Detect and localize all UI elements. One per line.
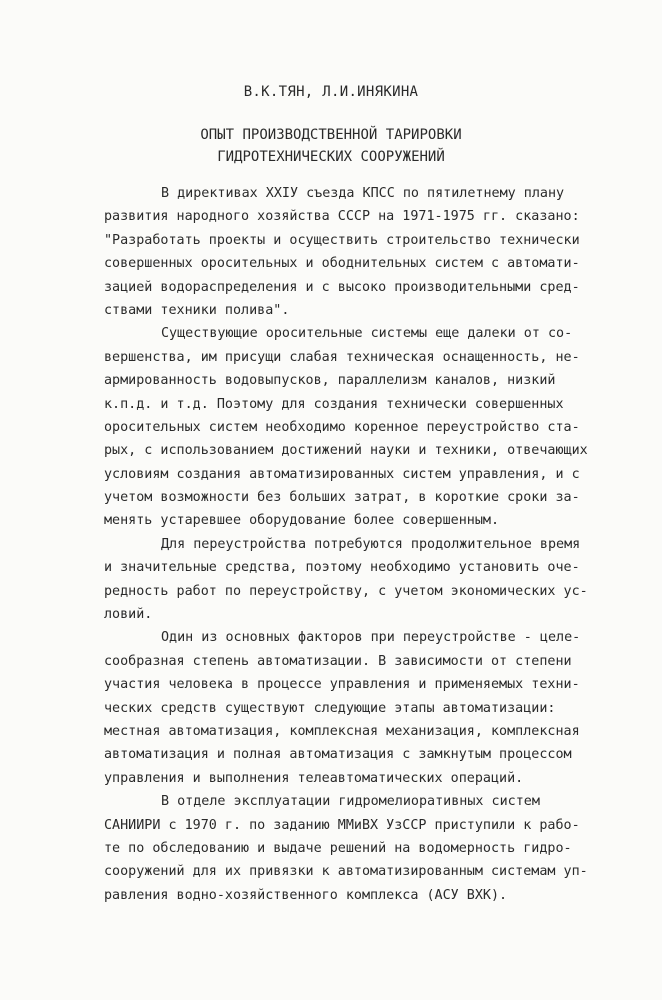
- text-line: к.п.д. и т.д. Поэтому для создания технически совершенных: [104, 396, 564, 412]
- body-text: [104, 182, 604, 907]
- text-line: Для переустройства потребуются продолжительное время: [161, 536, 581, 552]
- text-line: оросительных систем необходимо коренное переустройство ста-: [104, 419, 580, 435]
- text-line: участия человека в процессе управления и применяемых техни-: [104, 677, 580, 693]
- text-line: Один из основных факторов при переустройстве - целе-: [161, 630, 581, 646]
- text-line: условиям создания автоматизированных систем управления, и с: [104, 466, 580, 482]
- text-line: менять устаревшее оборудование более совершенным.: [104, 513, 500, 529]
- text-line: равления водно-хозяйственного комплекса (АСУ ВХК).: [104, 887, 508, 903]
- text-line: управления и выполнения телеавтоматических операций.: [104, 770, 524, 786]
- text-line: те по обследованию и выдаче решений на водомерность гидро-: [104, 840, 572, 856]
- text-line: зацией водораспределения и с высоко производительными сред-: [104, 279, 580, 295]
- text-line: развития народного хозяйства СССР на 1971-1975 гг. сказано:: [104, 209, 580, 225]
- text-line: вершенства, им присущи слабая техническая оснащенность, не-: [104, 349, 580, 365]
- text-line: В отделе эксплуатации гидромелиоративных систем: [161, 794, 540, 810]
- text-line: совершенных оросительных и ободнительных систем с автомати-: [104, 256, 580, 272]
- text-line: ческих средств существуют следующие этапы автоматизации:: [104, 700, 556, 716]
- text-line: ловий.: [104, 607, 153, 623]
- paper-title: [0, 124, 662, 168]
- title-line-1: ОПЫТ ПРОИЗВОДСТВЕННОЙ ТАРИРОВКИ: [200, 127, 462, 143]
- text-line: САНИИРИ с 1970 г. по заданию ММиВХ УзССР приступили к рабо-: [104, 817, 580, 833]
- text-line: рых, с использованием достижений науки и техники, отвечающих: [104, 443, 588, 459]
- text-line: армированность водовыпусков, параллелизм каналов, низкий: [104, 373, 556, 389]
- title-line-2: ГИДРОТЕХНИЧЕСКИХ СООРУЖЕНИЙ: [217, 149, 445, 165]
- text-line: В директивах XXIУ съезда КПСС по пятилетнему плану: [161, 186, 565, 201]
- text-line: Существующие оросительные системы еще далеки от со-: [161, 326, 573, 342]
- text-line: сообразная степень автоматизации. В зависимости от степени: [104, 653, 572, 669]
- text-line: учетом возможности без больших затрат, в короткие сроки за-: [104, 490, 580, 506]
- text-line: местная автоматизация, комплексная механизация, комплексная: [104, 723, 580, 739]
- text-line: "Разработать проекты и осуществить строительство технически: [104, 232, 580, 248]
- text-line: и значительные средства, поэтому необходимо установить оче-: [104, 560, 580, 576]
- authors: В.К.ТЯН, Л.И.ИНЯКИНА: [243, 84, 419, 100]
- text-line: ствами техники полива".: [104, 302, 290, 318]
- text-line: сооружений для их привязки к автоматизированным системам уп-: [104, 864, 588, 880]
- text-line: автоматизация и полная автоматизация с замкнутым процессом: [104, 747, 572, 763]
- text-line: редность работ по переустройству, с учетом экономических ус-: [104, 583, 588, 599]
